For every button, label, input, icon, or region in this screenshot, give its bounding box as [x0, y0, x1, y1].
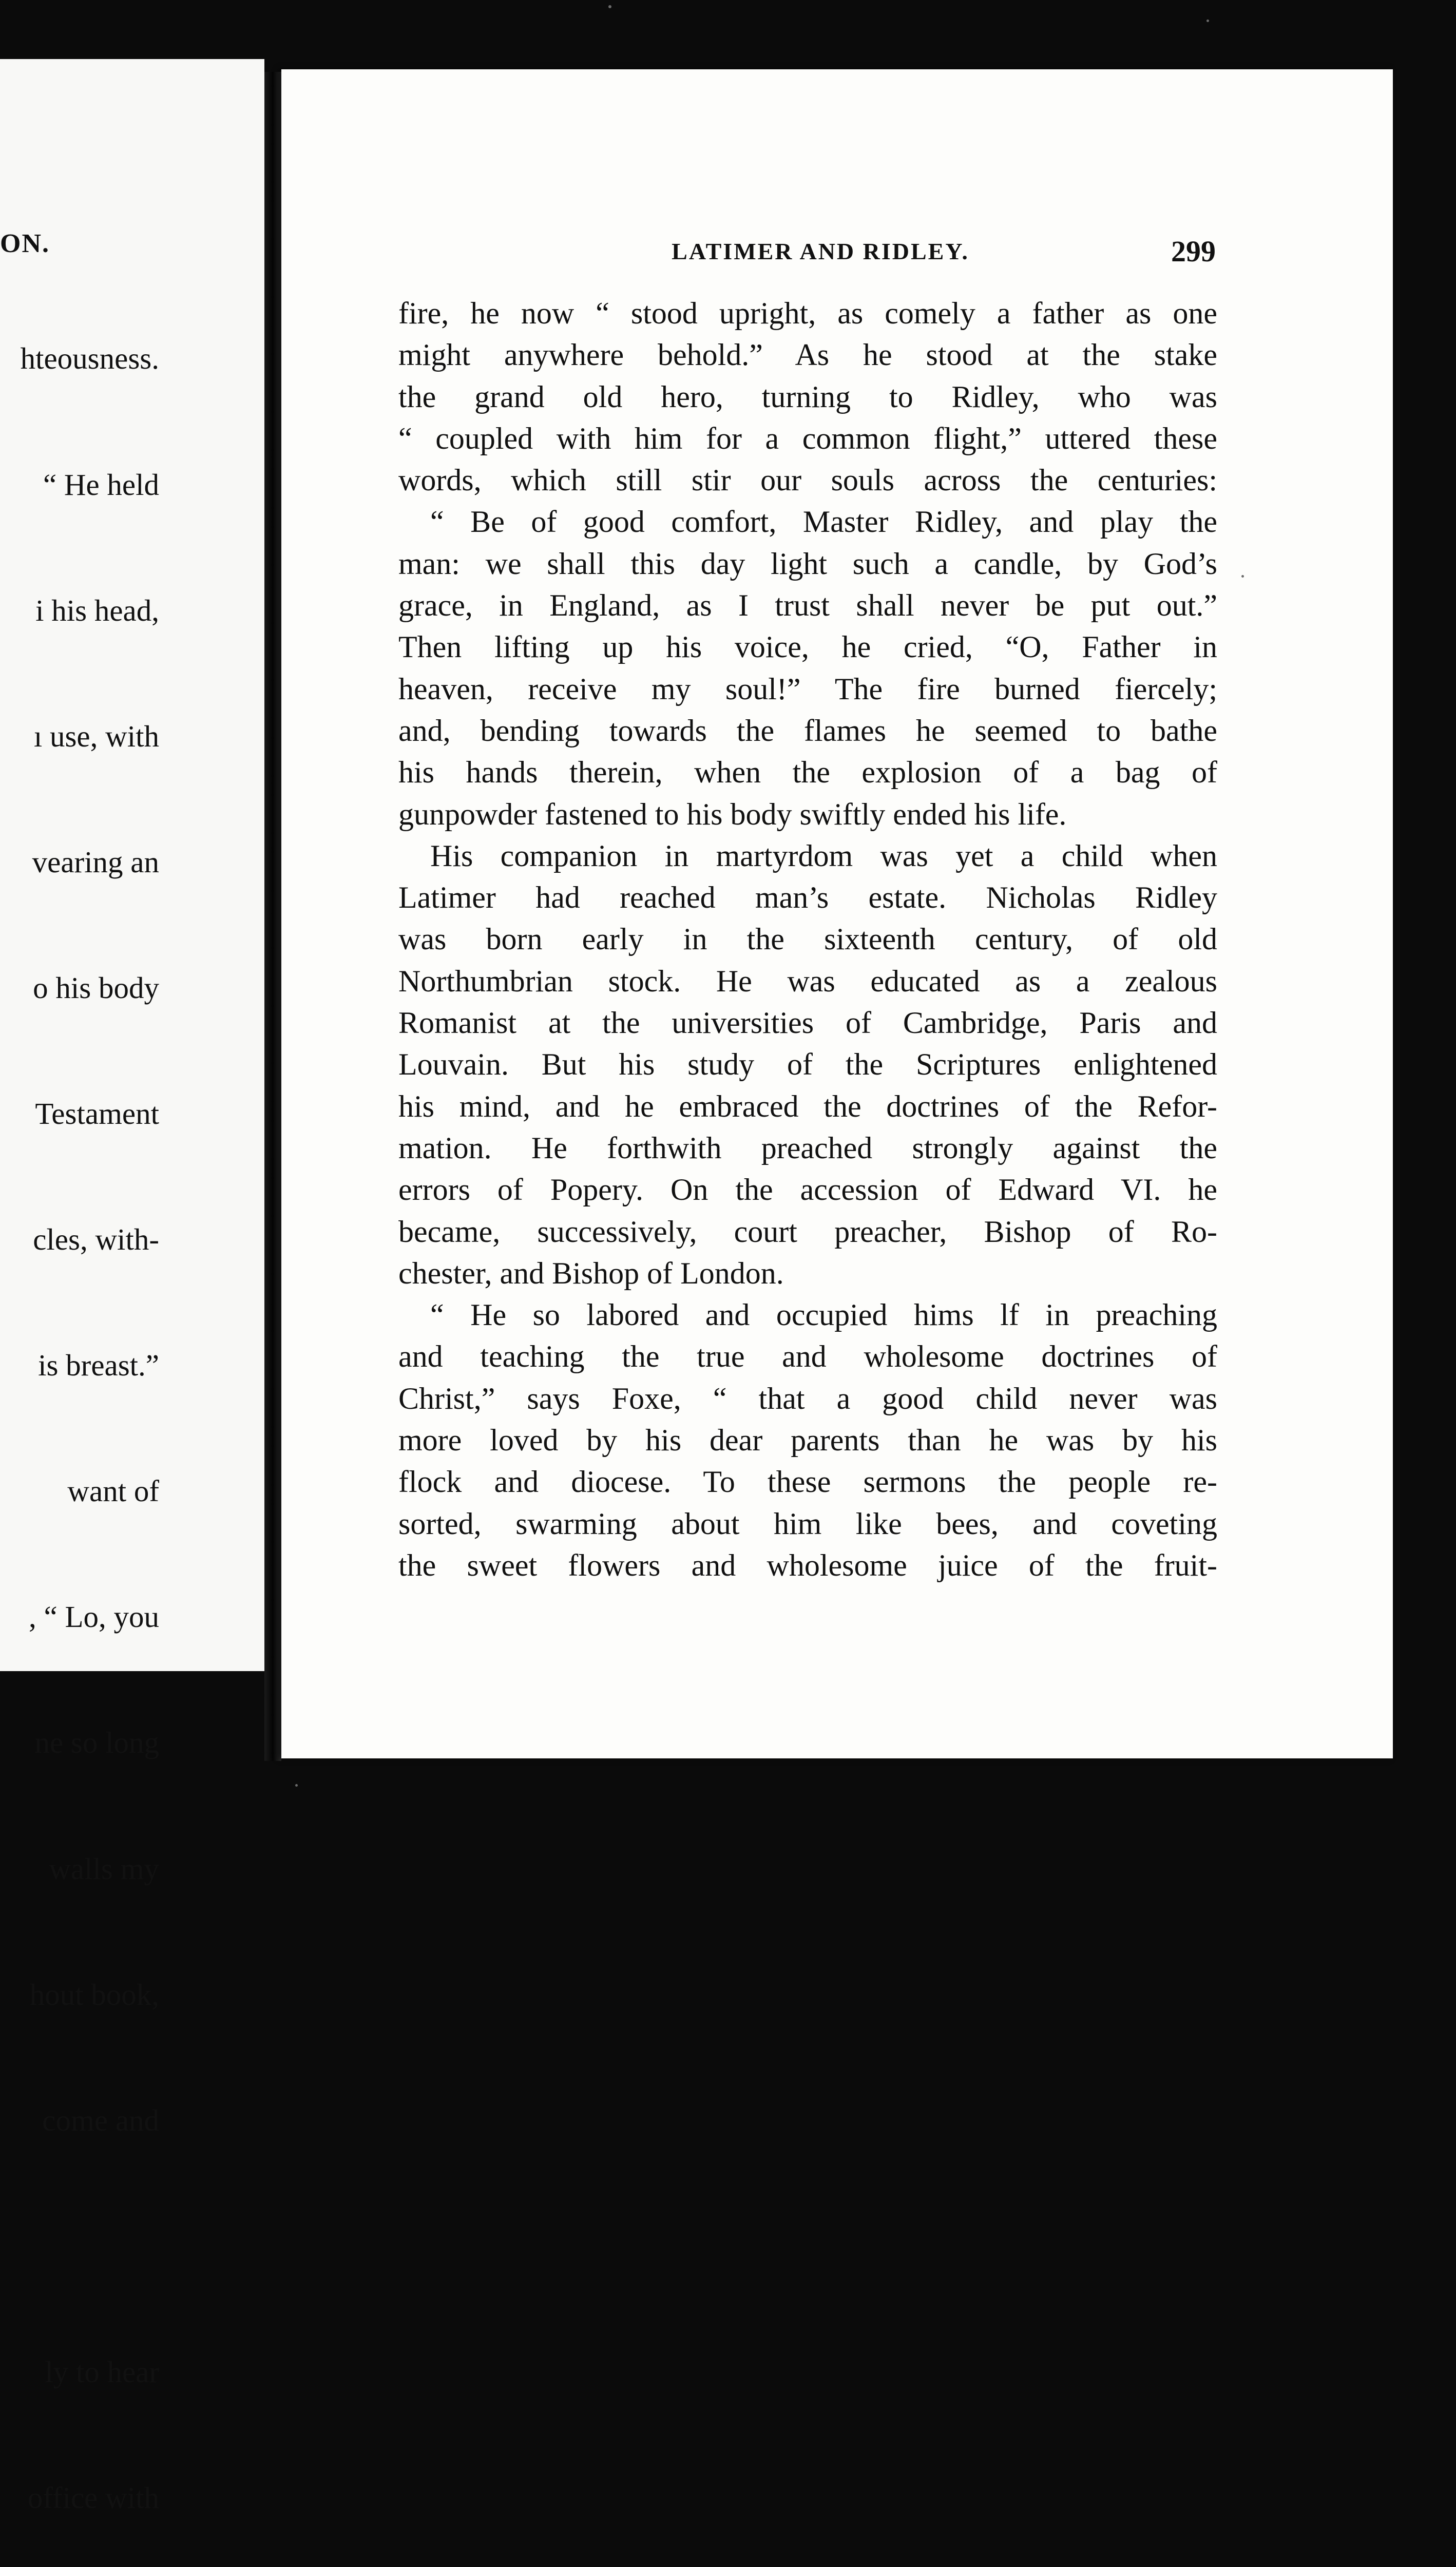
text-line: more loved by his dear parents than he was by his — [398, 1423, 1217, 1458]
left-line: want of — [67, 1474, 159, 1508]
text-line: words, which still stir our souls across the centuries: — [398, 463, 1217, 497]
text-line: “ He so labored and occupied hims lf in preaching — [430, 1298, 1217, 1332]
text-line: His companion in martyrdom was yet a child when — [430, 838, 1217, 873]
left-line: o his body — [33, 970, 159, 1005]
left-line: cles, with- — [33, 1222, 159, 1257]
text-line: was born early in the sixteenth century, of old — [398, 922, 1217, 956]
text-line: heaven, receive my soul!” The fire burned fiercely; — [398, 672, 1217, 706]
left-line: i his head, — [35, 593, 159, 627]
text-line: Then lifting up his voice, he cried, “O, Father in — [398, 630, 1217, 664]
left-line: “ He held — [43, 467, 159, 502]
text-line: grace, in England, as I trust shall never be put out.” — [398, 588, 1217, 623]
body-text — [398, 293, 1217, 1586]
text-line: flock and diocese. To these sermons the people re- — [398, 1465, 1217, 1499]
text-line: and, bending towards the flames he seemed to bathe — [398, 713, 1217, 748]
text-line: errors of Popery. On the accession of Edward VI. he — [398, 1173, 1217, 1207]
text-line: Romanist at the universities of Cambridge, Paris and — [398, 1006, 1217, 1040]
running-head — [281, 228, 1393, 275]
text-line: became, successively, court preacher, Bishop of Ro- — [398, 1214, 1217, 1249]
scan-speck — [608, 5, 611, 8]
text-line: his hands therein, when the explosion of a bag of — [398, 755, 1217, 790]
left-line: ly to hear — [45, 2354, 159, 2389]
text-line: gunpowder fastened to his body swiftly ended his life. — [398, 797, 1067, 831]
left-line: , “ Lo, you — [29, 1600, 159, 1634]
text-line: Christ,” says Foxe, “ that a good child never was — [398, 1381, 1217, 1415]
left-line: office with — [27, 2481, 159, 2515]
left-page-header: ON. — [0, 229, 50, 258]
text-line: Louvain. But his study of the Scriptures enlightened — [398, 1047, 1217, 1082]
scan-speck — [295, 1784, 298, 1787]
text-line: the grand old hero, turning to Ridley, who was — [398, 379, 1217, 414]
right-page — [281, 69, 1393, 1758]
page-number: 299 — [1171, 235, 1216, 268]
text-line: Latimer had reached man’s estate. Nicholas Ridley — [398, 880, 1217, 915]
left-page-text — [0, 254, 159, 2567]
left-line: hteousness. — [20, 341, 159, 376]
left-line: ne so long — [34, 1726, 159, 1760]
text-line: his mind, and he embraced the doctrines of the Refor- — [398, 1089, 1217, 1123]
text-line: “ Be of good comfort, Master Ridley, and play the — [430, 505, 1217, 539]
book-gutter — [264, 72, 281, 1761]
left-line: come and — [42, 2103, 159, 2137]
text-line: man: we shall this day light such a candle, by God’s — [398, 546, 1217, 581]
left-page — [0, 59, 264, 2515]
text-line: fire, he now “ stood upright, as comely a father as one — [398, 296, 1217, 330]
left-line: vearing an — [32, 845, 159, 879]
text-line: Northumbrian stock. He was educated as a zealous — [398, 964, 1217, 998]
left-line: hout book, — [29, 1977, 159, 2012]
scan-speck — [1206, 20, 1209, 22]
text-line: might anywhere behold.” As he stood at the stake — [398, 338, 1217, 372]
scan-speck — [1241, 575, 1244, 578]
left-line: Testament — [35, 1096, 159, 1131]
text-line: sorted, swarming about him like bees, and coveting — [398, 1506, 1217, 1541]
text-line: mation. He forthwith preached strongly against the — [398, 1131, 1217, 1165]
text-line: “ coupled with him for a common flight,” uttered these — [398, 421, 1217, 455]
text-line: chester, and Bishop of London. — [398, 1256, 784, 1290]
text-line: the sweet flowers and wholesome juice of the fruit- — [398, 1548, 1217, 1582]
left-line — [0, 2226, 159, 2268]
running-title: LATIMER AND RIDLEY. — [672, 238, 969, 264]
text-line: and teaching the true and wholesome doctrines of — [398, 1339, 1217, 1374]
left-line: ı use, with — [33, 719, 159, 753]
left-line: walls my — [49, 1851, 159, 1886]
left-line: is breast.” — [38, 1348, 159, 1383]
